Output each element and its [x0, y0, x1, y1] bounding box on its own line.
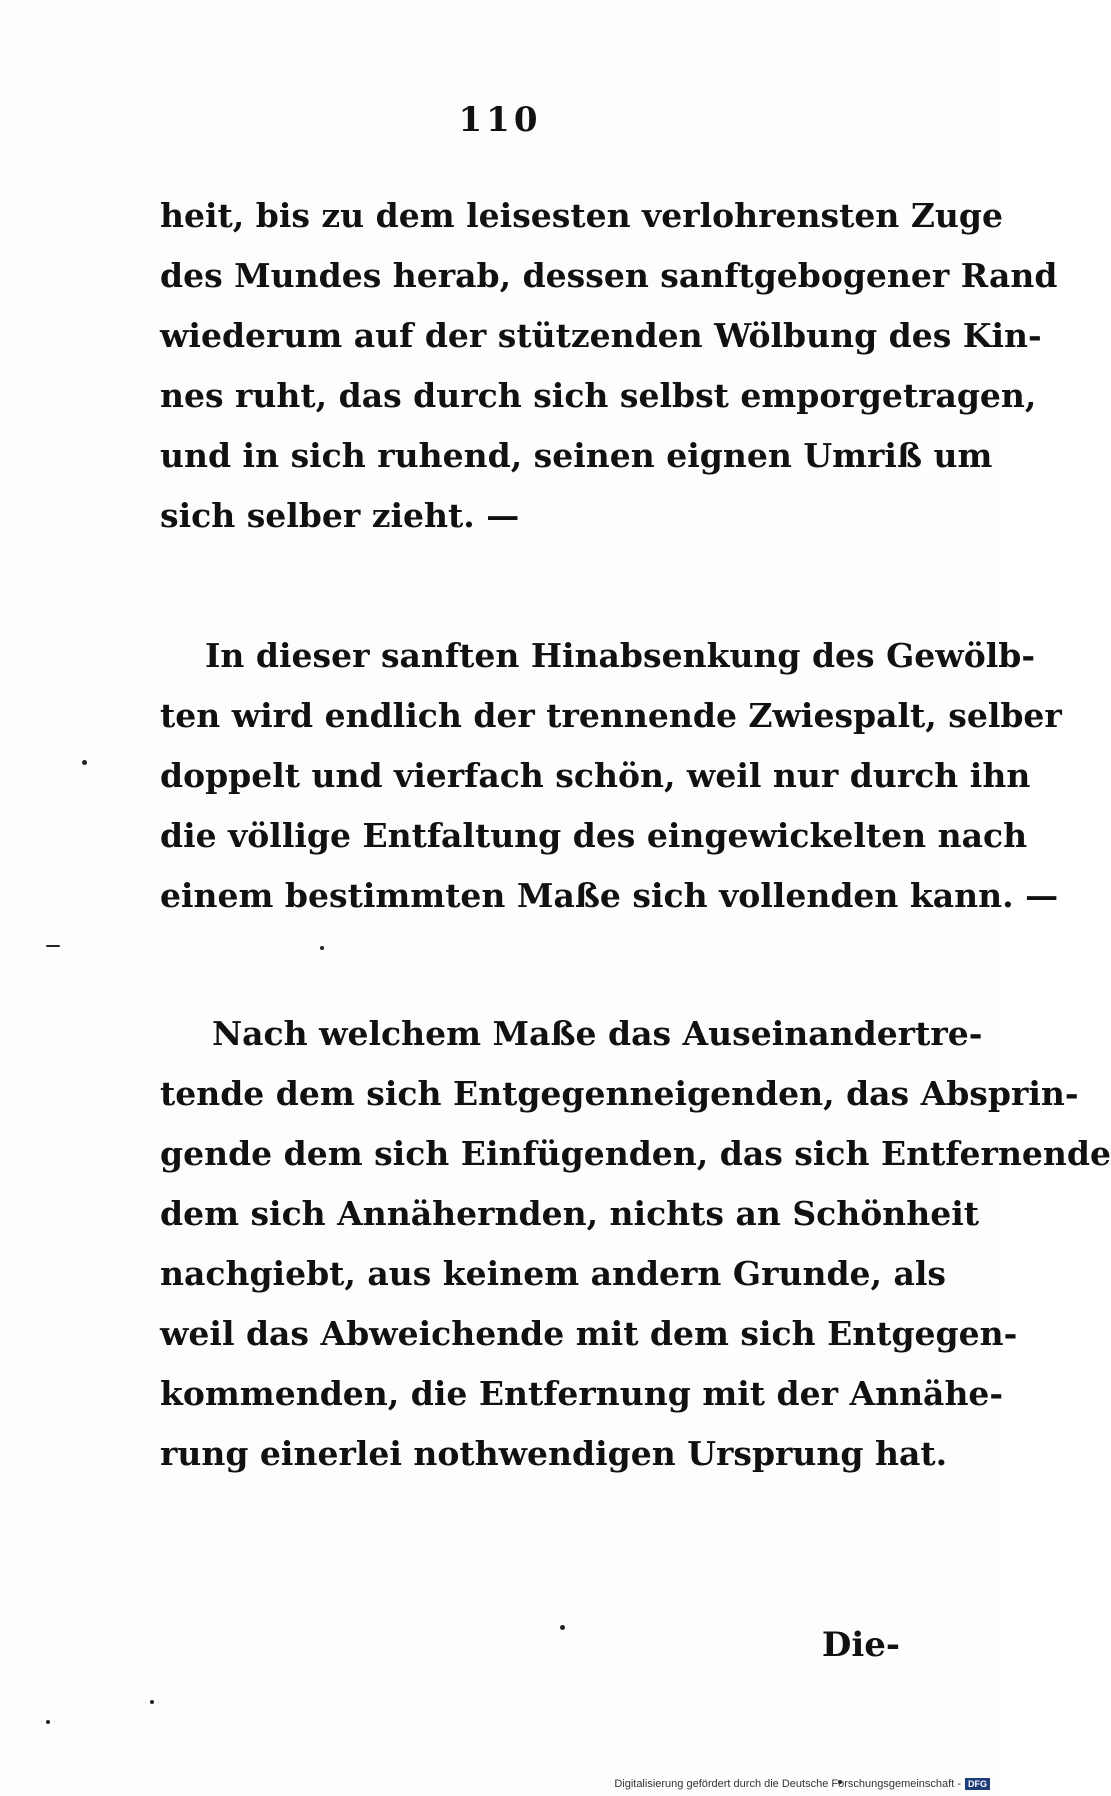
text-line: doppelt und vierfach schön, weil nur durch ihn: [160, 756, 1031, 795]
scan-speck: [560, 1625, 565, 1630]
text-line: nes ruht, das durch sich selbst emporgetragen,: [160, 376, 1037, 415]
text-line: tende dem sich Entgegenneigenden, das Absprin-: [160, 1074, 1079, 1113]
text-line: sich selber zieht. —: [160, 496, 520, 535]
digitization-credit: [614, 1778, 990, 1790]
scan-speck: [320, 946, 324, 950]
scan-speck: [46, 945, 60, 947]
text-line: heit, bis zu dem leisesten verlohrensten Zuge: [160, 196, 1003, 235]
dfg-logo: DFG: [965, 1778, 990, 1790]
text-line: nachgiebt, aus keinem andern Grunde, als: [160, 1254, 947, 1293]
text-line: kommenden, die Entfernung mit der Annähe-: [160, 1374, 1004, 1413]
page-number: 110: [458, 100, 542, 140]
text-line: Nach welchem Maße das Auseinandertre-: [212, 1014, 983, 1053]
text-line: und in sich ruhend, seinen eignen Umriß um: [160, 436, 993, 475]
text-line: rung einerlei nothwendigen Ursprung hat.: [160, 1434, 948, 1473]
text-line: des Mundes herab, dessen sanftgebogener Rand: [160, 256, 1058, 295]
scan-speck: [82, 760, 87, 765]
scan-speck: [46, 1720, 50, 1724]
text-line: In dieser sanften Hinabsenkung des Gewölb-: [205, 636, 1036, 675]
text-line: dem sich Annähernden, nichts an Schönheit: [160, 1194, 980, 1233]
text-line: wiederum auf der stützenden Wölbung des Kin-: [160, 316, 1042, 355]
text-line: weil das Abweichende mit dem sich Entgegen-: [160, 1314, 1018, 1353]
catchword: Die-: [821, 1625, 900, 1665]
text-line: ten wird endlich der trennende Zwiespalt, selber: [160, 696, 1062, 735]
scan-speck: [150, 1700, 154, 1704]
credit-text: Digitalisierung gefördert durch die Deutsche Forschungsgemeinschaft -: [614, 1778, 961, 1790]
text-line: gende dem sich Einfügenden, das sich Entfernende: [160, 1134, 1111, 1173]
text-line: einem bestimmten Maße sich vollenden kann. —: [160, 876, 1059, 915]
text-line: die völlige Entfaltung des eingewickelten nach: [160, 816, 1028, 855]
